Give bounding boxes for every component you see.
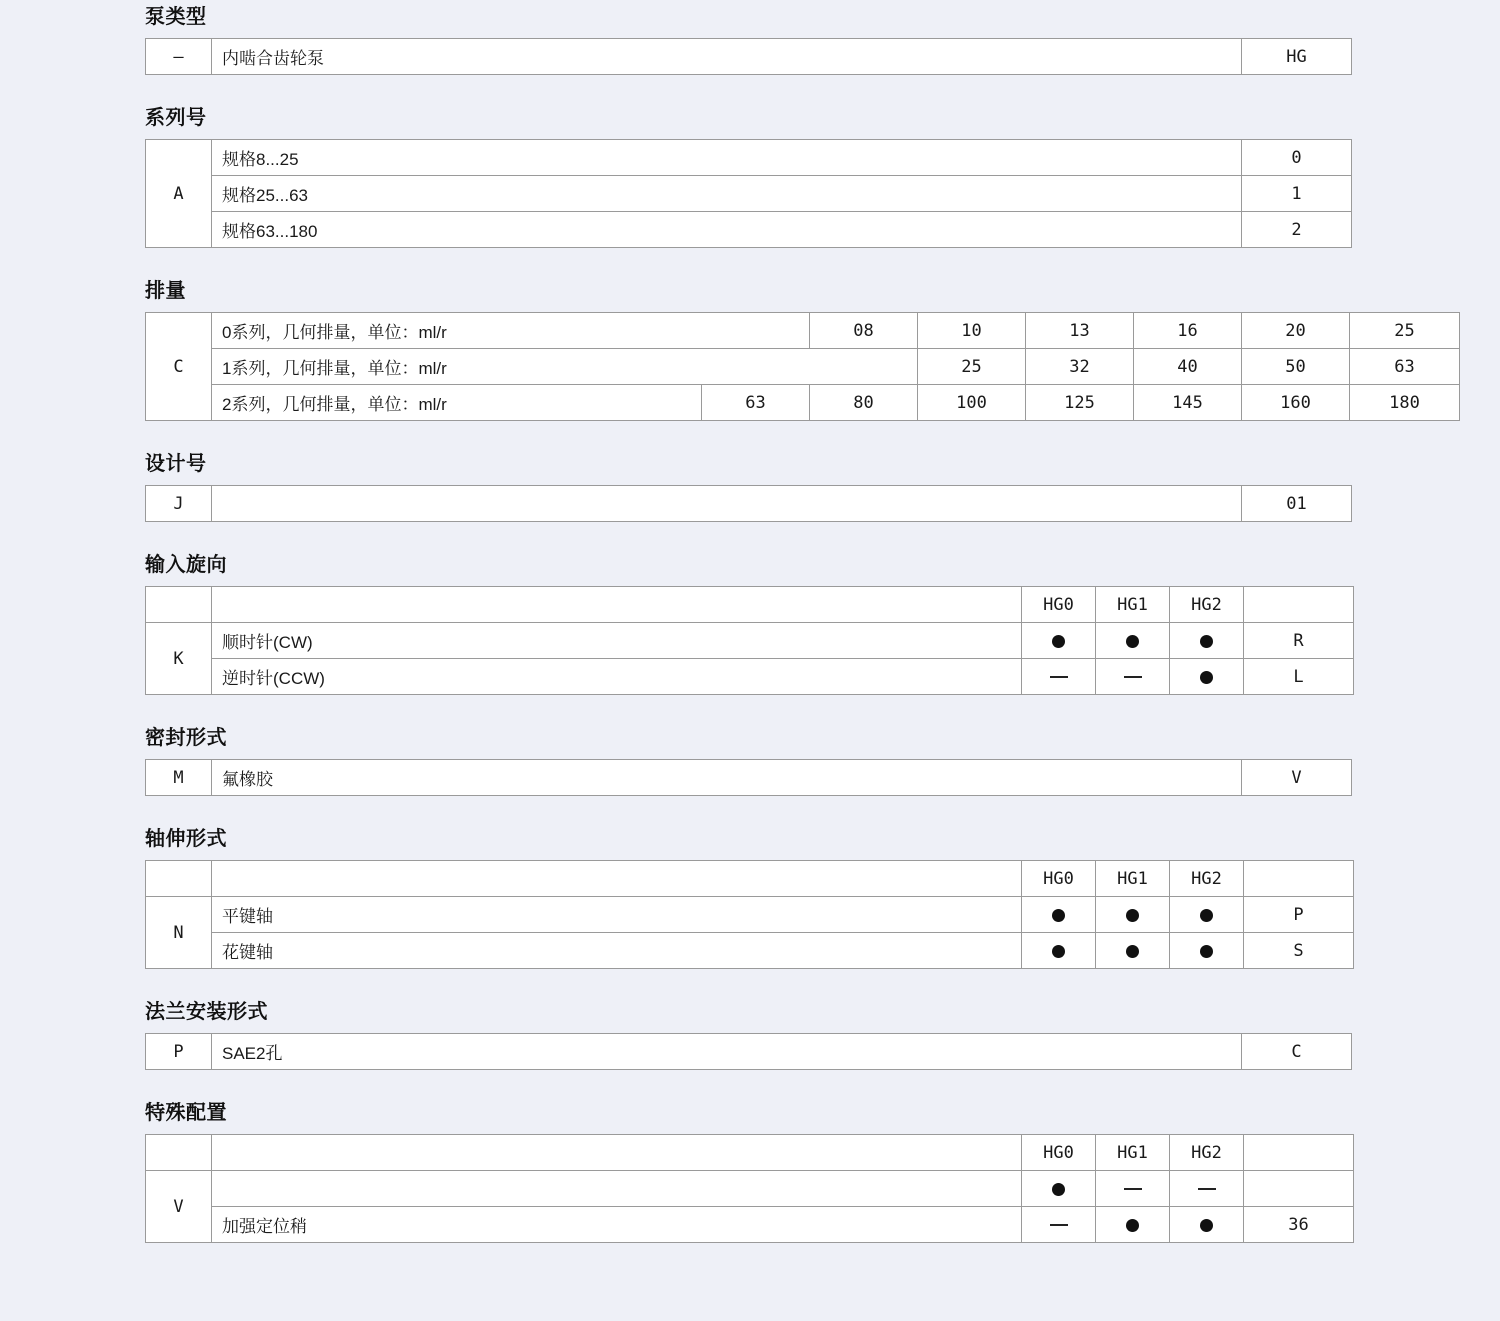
row-description: 逆时针(CCW) [212,659,1022,695]
mark-cell [1096,897,1170,933]
mark-cell [1170,659,1244,695]
column-header: HG0 [1022,861,1096,897]
row-description [212,1171,1022,1207]
cell-value: 32 [1026,349,1134,385]
dot-icon [1126,945,1139,958]
table-row [146,1034,1352,1070]
cell-value: 63 [702,385,810,421]
row-code: M [146,760,212,796]
dot-icon [1126,1219,1139,1232]
empty-cell [212,587,1022,623]
cell-value: 63 [1350,349,1460,385]
mark-cell [1022,897,1096,933]
section-shaft-type [0,822,1500,969]
table-row [146,897,1354,933]
mark-cell [1170,897,1244,933]
row-description: 氟橡胶 [212,760,1242,796]
section-design-number [0,447,1500,522]
pump-type-table [145,38,1352,75]
table-row [146,385,1460,421]
table-row [146,933,1354,969]
mark-cell [1170,1171,1244,1207]
dash-icon [1050,676,1068,678]
dot-icon [1126,909,1139,922]
row-description: 平键轴 [212,897,1022,933]
table-row [146,760,1352,796]
row-value: R [1244,623,1354,659]
empty-cell [1244,587,1354,623]
section-input-rotation [0,548,1500,695]
table-row [146,1171,1354,1207]
column-header: HG1 [1096,1135,1170,1171]
row-code: — [146,39,212,75]
cell-value: 25 [1350,313,1460,349]
column-header: HG1 [1096,861,1170,897]
section-title: 输入旋向 [145,554,227,576]
row-code: A [146,140,212,248]
cell-value: 40 [1134,349,1242,385]
dot-icon [1126,635,1139,648]
cell-value: 13 [1026,313,1134,349]
column-header: HG2 [1170,587,1244,623]
table-row [146,176,1352,212]
row-code: N [146,897,212,969]
empty-cell [1244,861,1354,897]
row-value [1244,1171,1354,1207]
row-value: S [1244,933,1354,969]
table-row [146,659,1354,695]
row-code: J [146,486,212,522]
empty-cell [1244,1135,1354,1171]
dot-icon [1052,909,1065,922]
cell-value: 160 [1242,385,1350,421]
mark-cell [1096,933,1170,969]
dash-icon [1124,676,1142,678]
row-value: 0 [1242,140,1352,176]
empty-cell [212,1135,1022,1171]
dot-icon [1052,635,1065,648]
table-header-row [146,1135,1354,1171]
row-code: C [146,313,212,421]
mark-cell [1022,1171,1096,1207]
seal-type-table [145,759,1352,796]
column-header: HG2 [1170,1135,1244,1171]
section-title: 泵类型 [145,6,207,28]
row-code: P [146,1034,212,1070]
table-row [146,623,1354,659]
mark-cell [1096,1171,1170,1207]
cell-value: 125 [1026,385,1134,421]
row-description [212,486,1242,522]
row-value: 1 [1242,176,1352,212]
table-row [146,349,1460,385]
row-description: 0系列，几何排量，单位：ml/r [212,313,810,349]
section-special-configuration [0,1096,1500,1243]
mark-cell [1170,623,1244,659]
row-description: 1系列，几何排量，单位：ml/r [212,349,918,385]
row-code: K [146,623,212,695]
cell-value: 100 [918,385,1026,421]
dot-icon [1200,909,1213,922]
table-row [146,486,1352,522]
table-row [146,140,1352,176]
section-displacement [0,274,1500,421]
cell-value: 180 [1350,385,1460,421]
empty-cell [146,1135,212,1171]
row-value: C [1242,1034,1352,1070]
dot-icon [1200,1219,1213,1232]
section-flange-mounting [0,995,1500,1070]
row-description: 花键轴 [212,933,1022,969]
mark-cell [1170,933,1244,969]
cell-value: 20 [1242,313,1350,349]
dot-icon [1200,635,1213,648]
row-description: 加强定位稍 [212,1207,1022,1243]
table-row [146,313,1460,349]
section-title: 法兰安装形式 [145,1001,268,1023]
cell-value: 16 [1134,313,1242,349]
mark-cell [1096,623,1170,659]
displacement-table [145,312,1460,421]
row-value: 01 [1242,486,1352,522]
row-value: HG [1242,39,1352,75]
mark-cell [1022,659,1096,695]
row-description: 2系列，几何排量，单位：ml/r [212,385,702,421]
cell-value: 08 [810,313,918,349]
section-title: 轴伸形式 [145,828,227,850]
mark-cell [1170,1207,1244,1243]
row-description: 规格25...63 [212,176,1242,212]
mark-cell [1022,1207,1096,1243]
input-rotation-table [145,586,1354,695]
flange-mounting-table [145,1033,1352,1070]
cell-value: 145 [1134,385,1242,421]
mark-cell [1022,623,1096,659]
mark-cell [1096,1207,1170,1243]
table-header-row [146,587,1354,623]
dash-icon [1198,1188,1216,1190]
section-title: 特殊配置 [145,1102,227,1124]
dash-icon [1050,1224,1068,1226]
row-description: 规格8...25 [212,140,1242,176]
table-row [146,39,1352,75]
section-series-number [0,101,1500,248]
table-row [146,212,1352,248]
row-code: V [146,1171,212,1243]
cell-value: 50 [1242,349,1350,385]
cell-value: 80 [810,385,918,421]
table-header-row [146,861,1354,897]
section-title: 排量 [145,280,186,302]
empty-cell [212,861,1022,897]
dot-icon [1200,671,1213,684]
row-description: 内啮合齿轮泵 [212,39,1242,75]
column-header: HG2 [1170,861,1244,897]
section-pump-type [0,0,1500,75]
column-header: HG1 [1096,587,1170,623]
dot-icon [1200,945,1213,958]
series-number-table [145,139,1352,248]
section-title: 设计号 [145,453,207,475]
mark-cell [1096,659,1170,695]
special-configuration-table [145,1134,1354,1243]
row-value: P [1244,897,1354,933]
section-title: 密封形式 [145,727,227,749]
dash-icon [1124,1188,1142,1190]
row-description: 规格63...180 [212,212,1242,248]
row-value: L [1244,659,1354,695]
column-header: HG0 [1022,587,1096,623]
column-header: HG0 [1022,1135,1096,1171]
row-value: 36 [1244,1207,1354,1243]
section-title: 系列号 [145,107,207,129]
cell-value: 10 [918,313,1026,349]
design-number-table [145,485,1352,522]
shaft-type-table [145,860,1354,969]
mark-cell [1022,933,1096,969]
section-seal-type [0,721,1500,796]
row-description: SAE2孔 [212,1034,1242,1070]
row-value: 2 [1242,212,1352,248]
row-description: 顺时针(CW) [212,623,1022,659]
dot-icon [1052,945,1065,958]
table-row [146,1207,1354,1243]
dot-icon [1052,1183,1065,1196]
cell-value: 25 [918,349,1026,385]
empty-cell [146,861,212,897]
row-value: V [1242,760,1352,796]
empty-cell [146,587,212,623]
